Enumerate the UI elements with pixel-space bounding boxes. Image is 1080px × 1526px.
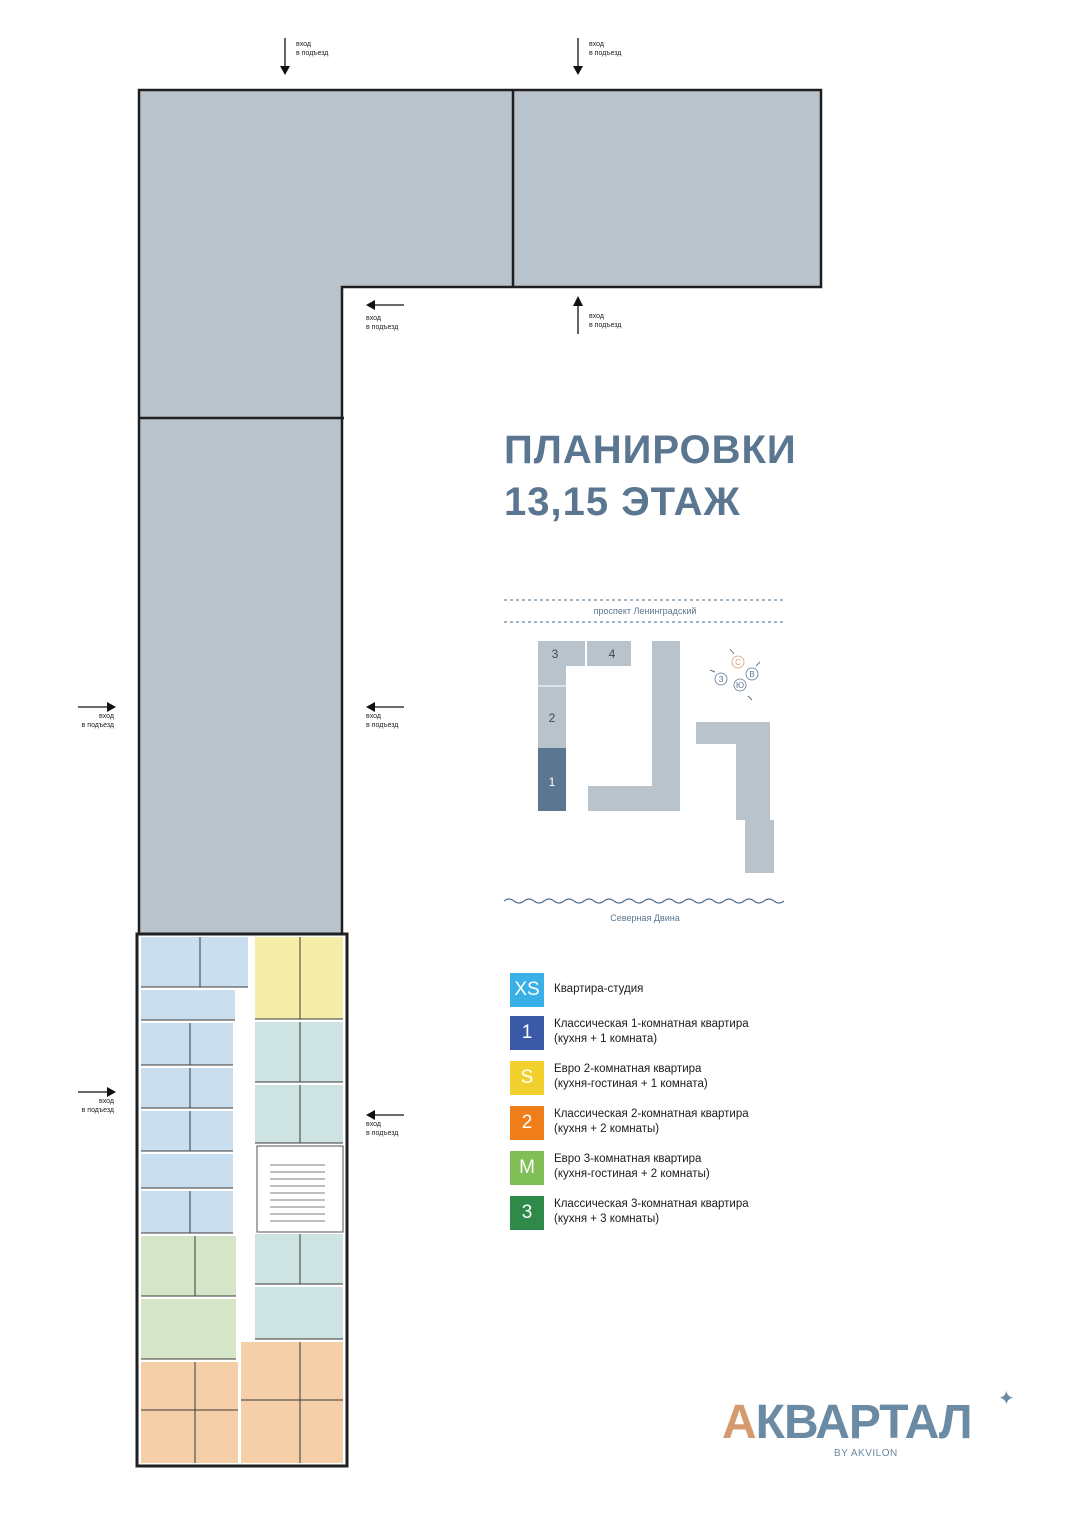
entrance-label-line2: в подъезд	[589, 322, 622, 329]
section-2-label: 2	[548, 711, 556, 725]
entrance-label-line2: в подъезд	[81, 722, 114, 729]
floor-plan	[137, 934, 347, 1466]
sparkle-icon: ✦	[998, 1388, 1015, 1410]
section-1-label: 1	[548, 775, 556, 789]
title-line-2: 13,15 ЭТАЖ	[504, 480, 741, 524]
legend-label-line1: Евро 2-комнатная квартира	[554, 1063, 702, 1075]
title-line-1: ПЛАНИРОВКИ	[504, 428, 797, 472]
apartment-1room	[141, 1191, 233, 1233]
legend-item-1room	[510, 1016, 830, 1050]
legend-label-line1: Классическая 3-комнатная квартира	[554, 1198, 749, 1210]
section-2-upper	[538, 666, 566, 686]
logo-subtitle: BY AKVILON	[834, 1448, 898, 1459]
street-label: проспект Ленинградский	[593, 606, 697, 616]
apartment-studio	[255, 1234, 343, 1284]
entrance-label-line2: в подъезд	[589, 50, 622, 57]
compass-icon	[710, 649, 760, 700]
entrance-label-line1: вход	[366, 315, 381, 322]
legend-label	[554, 1107, 749, 1137]
entrance-label-line1: вход	[296, 41, 311, 48]
legend-label-line1: Классическая 1-комнатная квартира	[554, 1018, 749, 1030]
section-4-label: 4	[608, 647, 616, 661]
entrance-label-line2: в подъезд	[81, 1107, 114, 1114]
legend-label	[554, 1152, 710, 1182]
legend-badge: XS	[510, 973, 544, 1007]
apartment-1room	[141, 1154, 233, 1188]
site-plan	[500, 594, 790, 924]
legend-item-studio	[510, 973, 830, 1007]
legend-badge: 1	[510, 1016, 544, 1050]
river-label: Северная Двина	[610, 913, 680, 923]
entrance-label-line1: вход	[99, 1098, 114, 1105]
neighbor-building-l	[588, 641, 680, 811]
corridor	[236, 990, 255, 1342]
legend-label	[554, 1197, 749, 1227]
legend-label-line1: Классическая 2-комнатная квартира	[554, 1108, 749, 1120]
page-title	[504, 424, 797, 528]
apartment-2room	[241, 1342, 343, 1463]
legend-item-euro2	[510, 1061, 830, 1095]
section-3-label: 3	[551, 647, 559, 661]
apartment-studio	[255, 1022, 343, 1082]
apartment-2room	[141, 1362, 238, 1463]
arrow-left-icon	[366, 298, 404, 312]
legend-item-3room	[510, 1196, 830, 1230]
entrance-label-line2: в подъезд	[366, 1130, 399, 1137]
logo-first-letter: А	[722, 1396, 756, 1449]
section-3	[538, 641, 585, 666]
entrance-label-line1: вход	[589, 41, 604, 48]
logo-rest: КВАРТАЛ	[755, 1396, 972, 1449]
logo-wordmark	[722, 1398, 972, 1448]
legend-item-euro3	[510, 1151, 830, 1185]
apartment-1room	[141, 937, 248, 987]
apartment-1room	[141, 1111, 233, 1151]
arrow-up-icon	[571, 296, 585, 334]
legend-label-line2: (кухня + 1 комната)	[554, 1033, 658, 1045]
apartment-studio	[255, 1287, 343, 1339]
entrance-label-line2: в подъезд	[366, 722, 399, 729]
river-wave	[504, 899, 784, 903]
legend-label-line2: (кухня + 2 комнаты)	[554, 1123, 660, 1135]
apartment-1room	[141, 1068, 233, 1108]
legend-label	[554, 1062, 708, 1092]
compass-north: С	[735, 658, 741, 667]
apartment-1room	[141, 1023, 233, 1065]
legend-badge: S	[510, 1061, 544, 1095]
entrance-label-line1: вход	[366, 1121, 381, 1128]
legend-badge: 2	[510, 1106, 544, 1140]
apartment-euro3	[141, 1299, 236, 1359]
brand-logo	[722, 1388, 1022, 1468]
compass-west: З	[718, 675, 724, 684]
stairwell	[257, 1146, 343, 1232]
legend-label-line2: (кухня-гостиная + 1 комната)	[554, 1078, 708, 1090]
apartment-euro3	[141, 1236, 236, 1296]
legend-label-line1: Квартира-студия	[554, 983, 644, 995]
legend-item-2room	[510, 1106, 830, 1140]
entrance-label-line1: вход	[99, 713, 114, 720]
apartment-euro2	[255, 937, 343, 1019]
legend-label	[554, 1017, 749, 1047]
arrow-down-icon	[571, 38, 585, 76]
legend-label	[554, 982, 643, 997]
entrance-label-line2: в подъезд	[366, 324, 399, 331]
neighbor-building-step	[696, 722, 774, 873]
apartment-1room	[141, 990, 235, 1020]
legend-label-line2: (кухня-гостиная + 2 комнаты)	[554, 1168, 710, 1180]
entrance-label-line1: вход	[589, 313, 604, 320]
legend-badge: M	[510, 1151, 544, 1185]
entrance-label-line2: в подъезд	[296, 50, 329, 57]
compass-east: В	[749, 670, 755, 679]
legend-label-line1: Евро 3-комнатная квартира	[554, 1153, 702, 1165]
apartment-studio	[255, 1085, 343, 1143]
legend-label-line2: (кухня + 3 комнаты)	[554, 1213, 660, 1225]
entrance-label-line1: вход	[366, 713, 381, 720]
legend-badge: 3	[510, 1196, 544, 1230]
compass-south: Ю	[735, 681, 745, 690]
arrow-down-icon	[278, 38, 292, 76]
